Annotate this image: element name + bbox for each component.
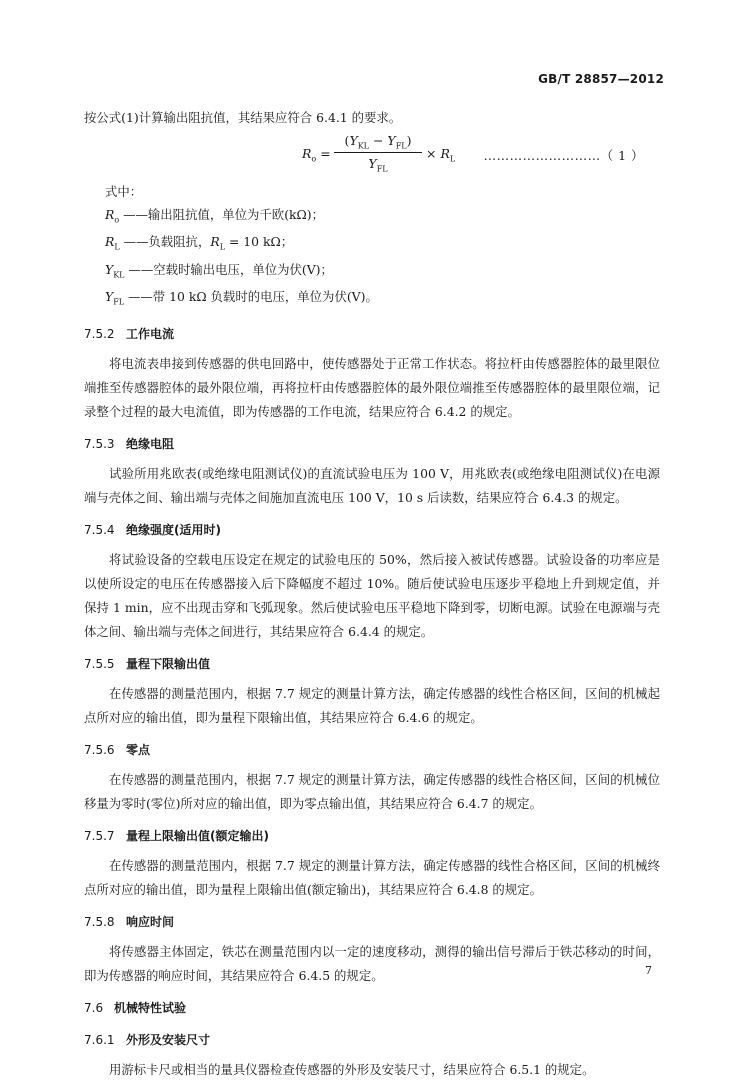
section-heading: 7.5.3 绝缘电阻 xyxy=(84,436,175,451)
section-body: 用游标卡尺或相当的量具仪器检查传感器的外形及安装尺寸，结果应符合 6.5.1 的规定。 xyxy=(109,1061,595,1077)
intro-paragraph: 按公式(1)计算输出阻抗值，其结果应符合 6.4.1 的要求。 xyxy=(84,110,402,125)
formula-denominator: $Y_{FL}$ xyxy=(368,156,388,174)
standard-code: GB/T 28857—2012 xyxy=(538,72,664,86)
formula-1 xyxy=(84,132,660,176)
section-body: 将试验设备的空载电压设定在规定的试验电压的 50%，然后接入被试传感器。试验设备的功率应是以使所设定的电压在传感器接入后下降幅度不超过 10%。随后使试验电压逐步平稳地上升到规定值，并保持 1 min，应不出现击穿和飞弧现象。然后使试验电压平稳地下降到零，切断电源。试验在电源端与壳体之间、输出端与壳体之间进行，其结果应符合 6.4.4 的规定。 xyxy=(84,551,660,639)
formula-lhs: $R_o$ = xyxy=(302,146,331,164)
section-heading: 7.6 机械特性试验 xyxy=(84,1000,187,1015)
page-number: 7 xyxy=(645,964,652,977)
section-heading: 7.5.2 工作电流 xyxy=(84,326,175,341)
section-body: 在传感器的测量范围内，根据 7.7 规定的测量计算方法，确定传感器的线性合格区间，区间的机械位移量为零时(零位)所对应的输出值，即为零点输出值，其结果应符合 6.4.7 的规定。 xyxy=(84,771,660,811)
section-body: 在传感器的测量范围内，根据 7.7 规定的测量计算方法，确定传感器的线性合格区间，区间的机械终点所对应的输出值，即为量程上限输出值(额定输出)，其结果应符合 6.4.8 的规定。 xyxy=(84,857,660,897)
formula-fraction xyxy=(334,132,422,173)
formula-tail: × $R_L$ xyxy=(426,146,456,164)
section-heading: 7.6.1 外形及安装尺寸 xyxy=(84,1032,211,1047)
definition-item: $Y_{FL}$ ——带 10 kΩ 负载时的电压，单位为伏(V)。 xyxy=(105,289,378,307)
section-body: 将电流表串接到传感器的供电回路中，使传感器处于正常工作状态。将拉杆由传感器腔体的最里限位端推至传感器腔体的最外限位端，再将拉杆由传感器腔体的最外限位端推至传感器腔体的最里限位端，记录整个过程的最大电流值，即为传感器的工作电流，结果应符合 6.4.2 的规定。 xyxy=(84,355,660,419)
definition-item: $R_L$ ——负载阻抗，$R_L = 10$ kΩ； xyxy=(105,234,294,252)
definitions-head: 式中： xyxy=(105,184,143,199)
definition-item: $Y_{KL}$ ——空载时输出电压，单位为伏(V)； xyxy=(105,261,333,280)
variable-definitions xyxy=(105,180,660,314)
section-body: 试验所用兆欧表(或绝缘电阻测试仪)的直流试验电压为 100 V，用兆欧表(或绝缘电阻测试仪)在电源端与壳体之间、输出端与壳体之间施加直流电压 100 V，10 s 后读数，结果应符合 6.4.3 的规定。 xyxy=(84,465,660,505)
section-heading: 7.5.5 量程下限输出值 xyxy=(84,656,211,671)
section-body: 在传感器的测量范围内，根据 7.7 规定的测量计算方法，确定传感器的线性合格区间，区间的机械起点所对应的输出值，即为量程下限输出值，其结果应符合 6.4.6 的规定。 xyxy=(84,685,660,725)
page-content xyxy=(84,106,660,1082)
section-heading: 7.5.7 量程上限输出值(额定输出) xyxy=(84,828,269,843)
formula-numerator: $(Y_{KL} - Y_{FL})$ xyxy=(344,133,412,151)
equation-number: ………………………（ 1 ） xyxy=(483,148,644,163)
section-body: 将传感器主体固定，铁芯在测量范围内以一定的速度移动，测得的输出信号滞后于铁芯移动的时间，即为传感器的响应时间，其结果应符合 6.4.5 的规定。 xyxy=(84,943,660,983)
section-heading: 7.5.8 响应时间 xyxy=(84,914,175,929)
section-heading: 7.5.6 零点 xyxy=(84,742,151,757)
fraction-bar xyxy=(334,152,422,153)
section-heading: 7.5.4 绝缘强度(适用时) xyxy=(84,522,221,537)
definition-item: $R_o$ ——输出阻抗值，单位为千欧(kΩ)； xyxy=(105,207,325,225)
